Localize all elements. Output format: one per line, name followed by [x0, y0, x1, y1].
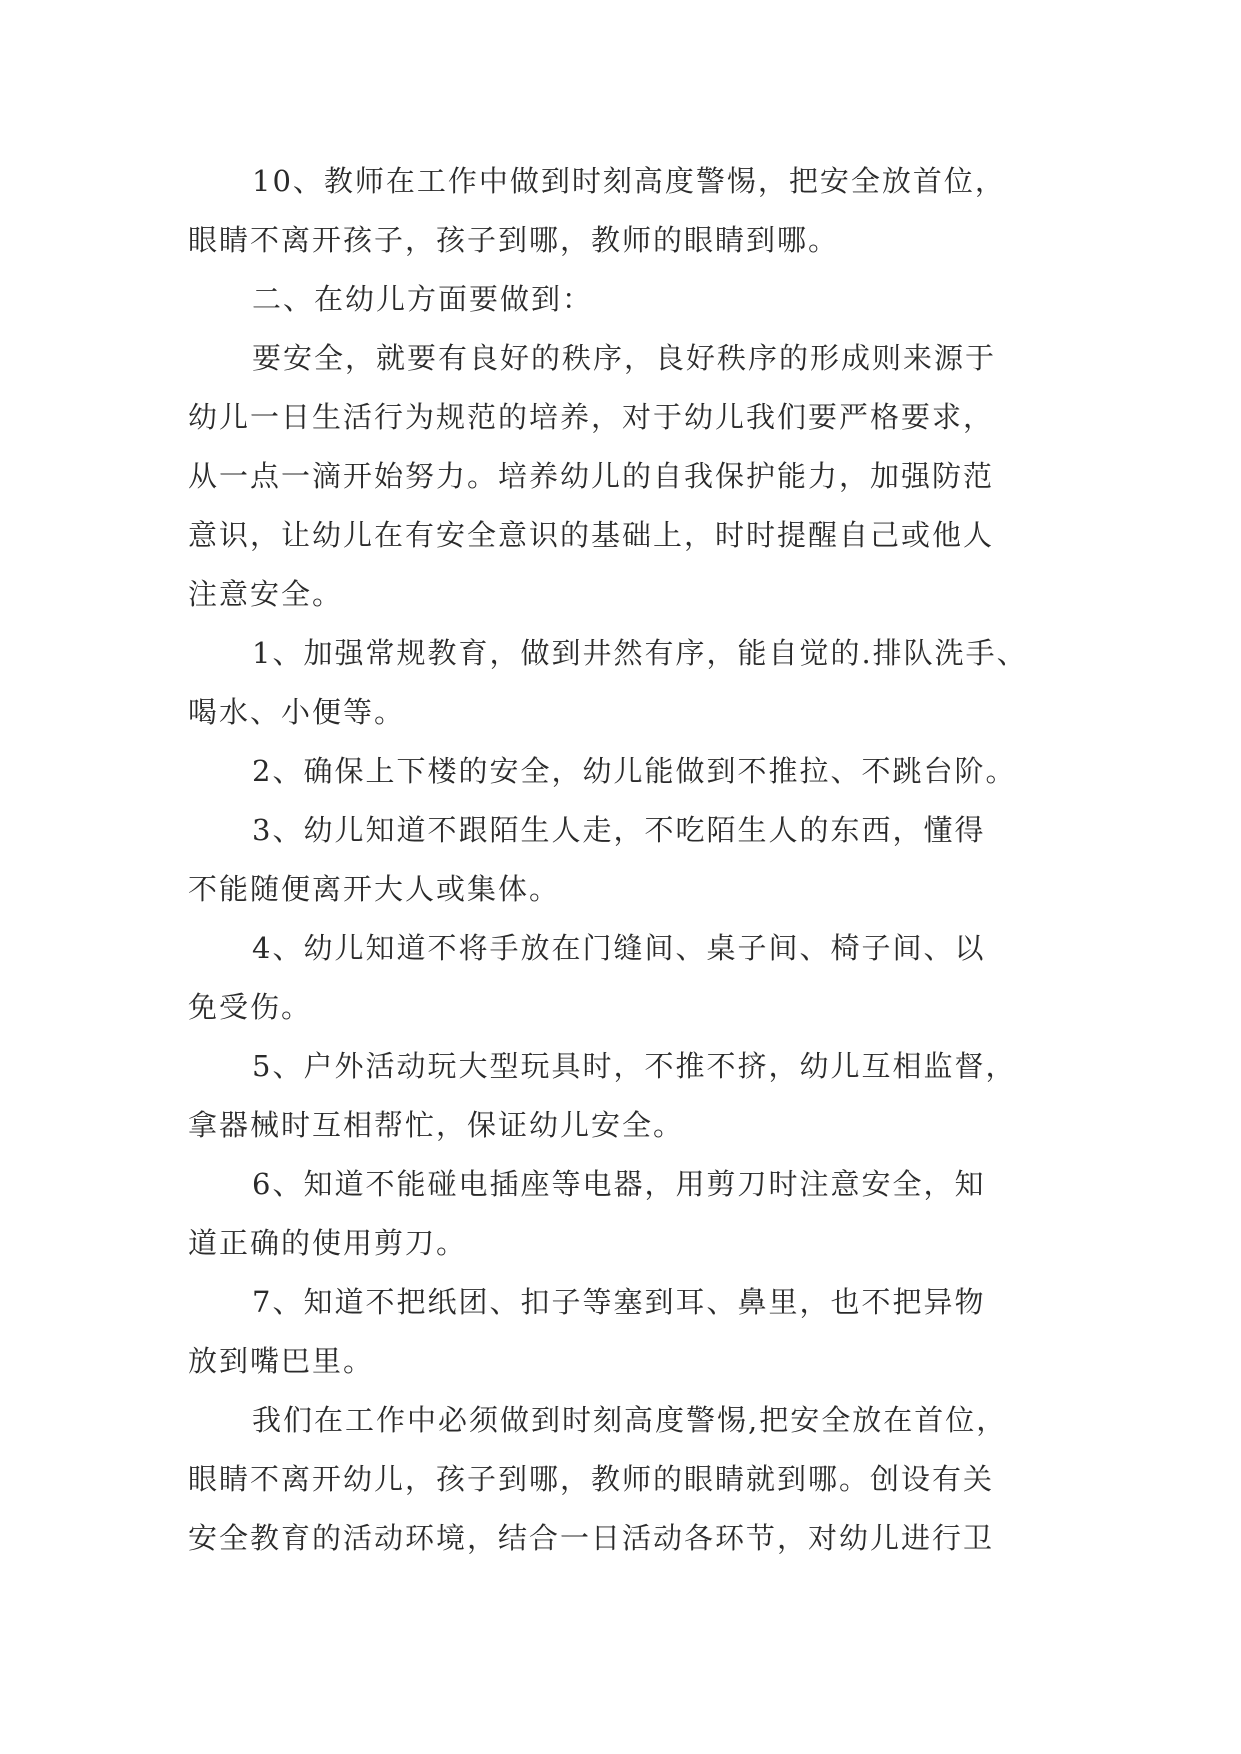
intro-line-2: 幼儿一日生活行为规范的培养，对于幼儿我们要严格要求，	[188, 400, 995, 434]
intro-line-1: 要安全，就要有良好的秩序，良好秩序的形成则来源于	[252, 341, 997, 375]
item-5-line-1: 5、户外活动玩大型玩具时，不推不挤，幼儿互相监督，	[252, 1049, 1017, 1083]
item-6-line-2: 道正确的使用剪刀。	[188, 1226, 468, 1260]
closing-line-1: 我们在工作中必须做到时刻高度警惕,把安全放在首位，	[252, 1403, 1008, 1437]
item-7-line-2: 放到嘴巴里。	[188, 1344, 375, 1378]
closing-line-3: 安全教育的活动环境，结合一日活动各环节，对幼儿进行卫	[188, 1521, 995, 1555]
item-1-line-1: 1、加强常规教育，做到井然有序，能自觉的.排队洗手、	[252, 636, 1028, 670]
item-4-line-2: 免受伤。	[188, 990, 313, 1024]
section-heading: 二、在幼儿方面要做到：	[252, 282, 594, 316]
intro-line-5: 注意安全。	[188, 577, 344, 611]
item-7-line-1: 7、知道不把纸团、扣子等塞到耳、鼻里，也不把异物	[252, 1285, 986, 1319]
item-2-line-1: 2、确保上下楼的安全，幼儿能做到不推拉、不跳台阶。	[252, 754, 1017, 788]
paragraph-10-line-1: 10、教师在工作中做到时刻高度警惕，把安全放首位，	[252, 164, 1006, 198]
paragraph-10-line-2: 眼睛不离开孩子，孩子到哪，教师的眼睛到哪。	[188, 223, 840, 257]
item-5-line-2: 拿器械时互相帮忙，保证幼儿安全。	[188, 1108, 685, 1142]
item-4-line-1: 4、幼儿知道不将手放在门缝间、桌子间、椅子间、以	[252, 931, 986, 965]
closing-line-2: 眼睛不离开幼儿，孩子到哪，教师的眼睛就到哪。创设有关	[188, 1462, 995, 1496]
item-3-line-1: 3、幼儿知道不跟陌生人走，不吃陌生人的东西，懂得	[252, 813, 986, 847]
intro-line-3: 从一点一滴开始努力。培养幼儿的自我保护能力，加强防范	[188, 459, 995, 493]
item-1-line-2: 喝水、小便等。	[188, 695, 406, 729]
item-6-line-1: 6、知道不能碰电插座等电器，用剪刀时注意安全，知	[252, 1167, 986, 1201]
item-3-line-2: 不能随便离开大人或集体。	[188, 872, 561, 906]
intro-line-4: 意识，让幼儿在有安全意识的基础上，时时提醒自己或他人	[188, 518, 995, 552]
